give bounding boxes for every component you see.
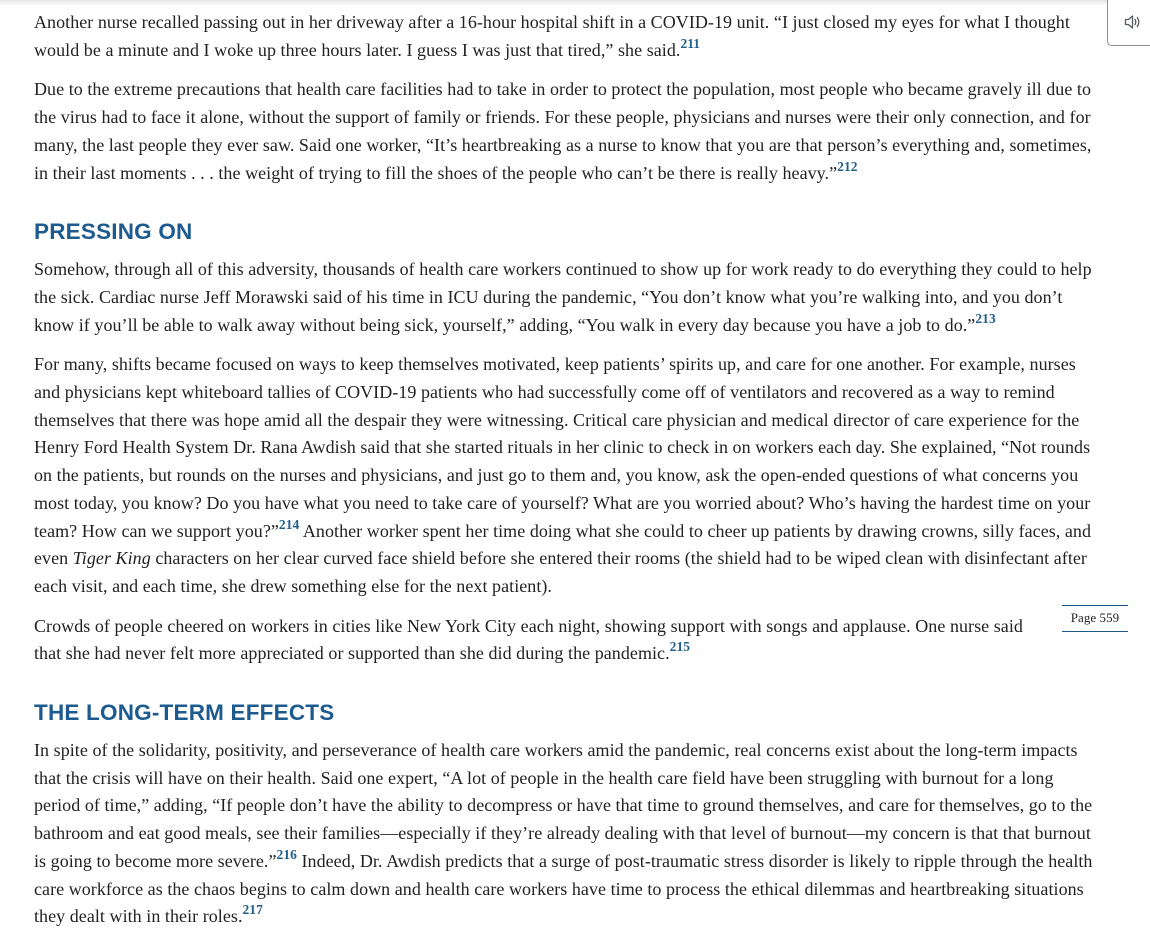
footnote-link[interactable]: 212 xyxy=(837,158,858,174)
paragraph-text: Somehow, through all of this adversity, thousands of health care workers continued to show up for work ready to do everything they could to help the sick. Cardiac nurse Jeff Morawski said of his time in ICU during the pandemic, “You don’t know what you’re walking into, and you don’t know if you’ll be able to walk away without being sick, yourself,” adding, “You walk in every day because you have a job to do.” xyxy=(34,259,1092,335)
page-number-marker: Page 559 xyxy=(1062,605,1128,632)
paragraph-text: For many, shifts became focused on ways to keep themselves motivated, keep patients’ spirits up, and care for one another. For example, nurses and physicians kept whiteboard tallies of COVID-19 patients who had successfully come off of ventilators and recovered as a way to remind themselves that there was hope amid all the despair they were witnessing. Critical care physician and medical director of care experience for the Henry Ford Health System Dr. Rana Awdish said that she started rituals in her clinic to check in on workers each day. She explained, “Not rounds on the patients, but rounds on the nurses and physicians, and just go to them and, you know, ask the open-ended questions of what concerns you most today, you know? Do you have what you need to take care of yourself? What are you worried about? Who’s having the hardest time on your team? How can we support you?” xyxy=(34,354,1091,541)
page-content xyxy=(34,9,1120,943)
italic-title: Tiger King xyxy=(72,548,151,569)
section-heading-long-term-effects: THE LONG-TERM EFFECTS xyxy=(34,700,335,726)
section-heading-pressing-on: PRESSING ON xyxy=(34,219,193,245)
footnote-link[interactable]: 213 xyxy=(975,310,996,326)
paragraph-text: Another nurse recalled passing out in her driveway after a 16-hour hospital shift in a COVID-19 unit. “I just closed my eyes for what I thought would be a minute and I woke up three hours later. I guess I was just that tired,” she said. xyxy=(34,12,1070,60)
footnote-link[interactable]: 217 xyxy=(242,902,263,918)
paragraph-text: Due to the extreme precautions that health care facilities had to take in order to protect the population, most people who became gravely ill due to the virus had to face it alone, without the support of family or friends. For these people, physicians and nurses were their only connection, and for many, the last people they ever saw. Said one worker, “It’s heartbreaking as a nurse to know that you are that person’s everything and, sometimes, in their last moments . . . the weight of trying to fill the shoes of the people who can’t be there is really heavy.” xyxy=(34,79,1092,183)
paragraph-text: Crowds of people cheered on workers in cities like New York City each night, showing support with songs and applause. One nurse said that she had never felt more appreciated or supported than she did during the pandemic. xyxy=(34,615,1023,664)
top-shadow xyxy=(0,0,1150,6)
paragraph xyxy=(34,609,1120,668)
paragraph xyxy=(34,76,1096,187)
paragraph-text: In spite of the solidarity, positivity, and perseverance of health care workers amid the pandemic, real concerns exist about the long-term impacts that the crisis will have on their health. Said one expert, “A lot of people in the health care field have been struggling with burnout for a long period of time,” adding, “If people don’t have the ability to decompress or have that time to ground themselves, and care for themselves, go to the bathroom and eat good meals, see their families—especially if they’re already dealing with that level of burnout—my concern is that that burnout is going to become more severe.” xyxy=(34,740,1093,871)
footnote-link[interactable]: 211 xyxy=(680,35,701,51)
paragraph-text: Another worker spent her time doing what she could to cheer up patients by drawing crowns, silly faces, and even xyxy=(34,520,1092,569)
paragraph-text: Indeed, Dr. Awdish predicts that a surge of post-traumatic stress disorder is likely to ripple through the health care workforce as the chaos begins to calm down and health care workers have time to process the ethical dilemmas and heartbreaking situations they dealt with in their roles. xyxy=(34,850,1093,927)
footnote-link[interactable]: 215 xyxy=(669,639,691,655)
paragraph xyxy=(34,351,1096,600)
paragraph xyxy=(34,256,1096,339)
footnote-link[interactable]: 214 xyxy=(278,516,300,532)
paragraph-text: characters on her clear curved face shield before she entered their rooms (the shield had to be wiped clean with disinfectant after each visit, and each time, she drew something else for the next patient). xyxy=(34,548,1087,596)
paragraph xyxy=(34,737,1096,931)
speaker-icon xyxy=(1124,14,1142,30)
paragraph xyxy=(34,9,1096,64)
footnote-link[interactable]: 216 xyxy=(276,846,297,862)
read-aloud-button[interactable] xyxy=(1107,0,1150,46)
